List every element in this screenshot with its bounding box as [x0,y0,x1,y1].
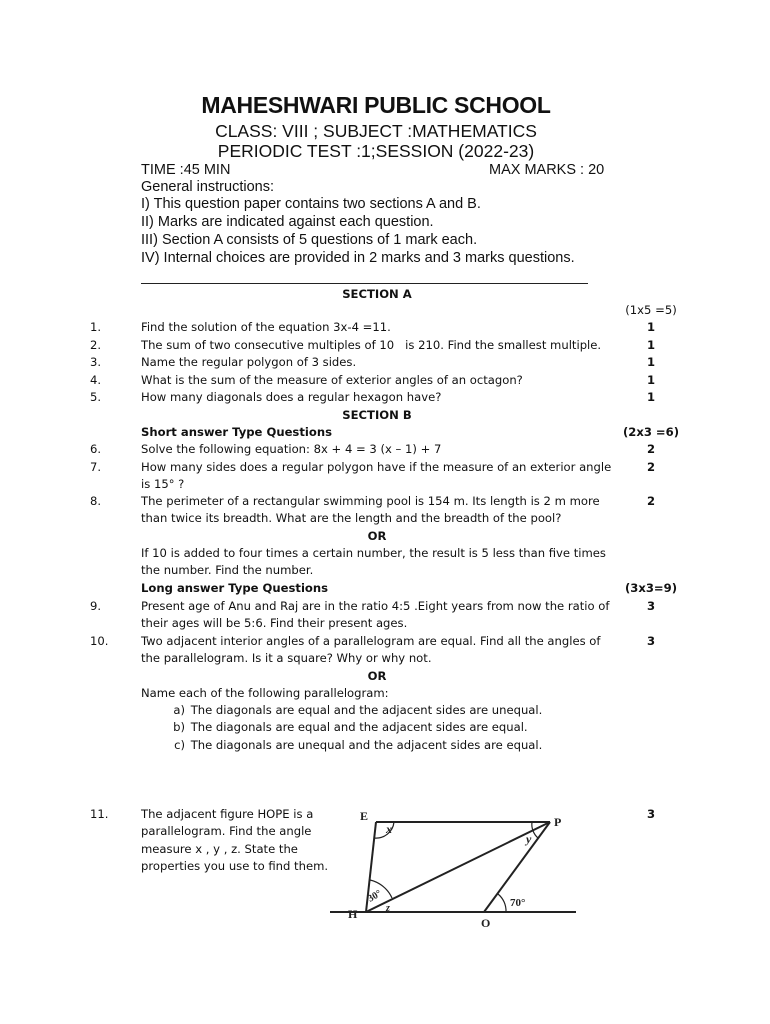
sub-list-text: The diagonals are unequal and the adjacent sides are equal. [190,738,543,752]
max-marks-label: MAX MARKS : 20 [489,162,605,178]
question-number: 6. [90,442,102,456]
question-alt-text: If 10 is added to four times a certain number, the result is 5 less than five times the number. Find the number. [141,546,606,578]
question-marks: 3 [646,807,656,821]
class-subject: CLASS: VIII ; SUBJECT :MATHEMATICS [215,121,537,141]
school-name: MAHESHWARI PUBLIC SCHOOL [201,92,551,118]
instructions-title: General instructions: [141,179,274,195]
section-a-marks-scheme: (1x5 =5) [625,303,677,317]
question-text: How many sides does a regular polygon have if the measure of an exterior angle is 15° ? [141,460,612,492]
question-number: 10. [90,634,109,648]
angle-label-30: 30° [366,888,384,905]
question-number: 3. [90,355,102,369]
question-number: 8. [90,494,102,508]
question-text: Name the regular polygon of 3 sides. [141,355,357,369]
short-answer-title: Short answer Type Questions [141,425,332,439]
question-marks: 3 [646,634,656,648]
vertex-label-p: P [554,815,562,829]
vertex-label-e: E [360,809,369,823]
parallelogram-figure [330,808,600,930]
question-text: Present age of Anu and Raj are in the ratio 4:5 .Eight years from now the ratio of their ages will be 5:6. Find their present ages. [141,599,610,631]
question-marks: 2 [646,494,656,508]
sub-list-item [161,702,542,719]
question-text: The adjacent figure HOPE is a parallelogram. Find the angle measure x , y , z. State the properties you use to find them. [141,807,329,874]
test-session: PERIODIC TEST :1;SESSION (2022-23) [217,141,535,161]
vertex-label-o: O [481,916,491,930]
question-marks: 1 [646,355,656,369]
angle-label-70: 70° [510,897,526,909]
question-marks: 2 [646,442,656,456]
instruction-item: IV) Internal choices are provided in 2 marks and 3 marks questions. [141,250,575,266]
instruction-item: III) Section A consists of 5 questions of 1 mark each. [141,232,478,248]
section-b-title: SECTION B [342,408,412,422]
long-answer-marks: (3x3=9) [625,581,677,595]
question-text: How many diagonals does a regular hexagon have? [141,390,442,404]
sub-list-item [161,737,542,754]
long-answer-title: Long answer Type Questions [141,581,329,595]
divider-line [141,283,588,284]
sub-list-label: b) [173,720,185,734]
question-text: Two adjacent interior angles of a parallelogram are equal. Find all the angles of the parallelogram. Is it a square? Why or why not. [141,634,601,666]
question-text: What is the sum of the measure of exterior angles of an octagon? [141,373,523,387]
sub-list-item [161,719,528,736]
question-number: 2. [90,338,102,352]
question-marks: 2 [646,460,656,474]
sub-list-text: The diagonals are equal and the adjacent sides are equal. [190,720,528,734]
section-a-title: SECTION A [342,287,412,301]
question-number: 4. [90,373,102,387]
short-answer-marks: (2x3 =6) [622,425,680,439]
angle-label-z: z [386,903,390,914]
question-marks: 1 [646,320,656,334]
sub-list-label: a) [173,703,185,717]
question-alt-intro: Name each of the following parallelogram: [141,686,389,700]
question-number: 9. [90,599,102,613]
question-text: Solve the following equation: 8x + 4 = 3 (x – 1) + 7 [141,442,442,456]
question-marks: 1 [646,390,656,404]
question-text: The perimeter of a rectangular swimming pool is 154 m. Its length is 2 m more than twice its breadth. What are the length and the breadth of the pool? [141,494,600,526]
angle-label-y: y [526,832,532,846]
instruction-item: II) Marks are indicated against each question. [141,214,434,230]
question-marks: 3 [646,599,656,613]
question-number: 7. [90,460,102,474]
instruction-item: I) This question paper contains two sections A and B. [141,196,481,212]
question-number: 5. [90,390,102,404]
question-number: 1. [90,320,102,334]
or-divider: OR [367,529,387,543]
question-text: Find the solution of the equation 3x-4 =11. [141,320,391,334]
sub-list-label: c) [174,738,185,752]
angle-label-x: x [386,822,392,836]
angle-arc-70 [498,894,506,912]
sub-list-text: The diagonals are equal and the adjacent sides are unequal. [190,703,543,717]
question-marks: 1 [646,373,656,387]
or-divider: OR [367,669,387,683]
question-marks: 1 [646,338,656,352]
time-label: TIME :45 MIN [141,162,231,178]
question-number: 11. [90,807,109,821]
vertex-label-h: H [348,907,358,921]
question-text: The sum of two consecutive multiples of 10 is 210. Find the smallest multiple. [141,338,602,352]
